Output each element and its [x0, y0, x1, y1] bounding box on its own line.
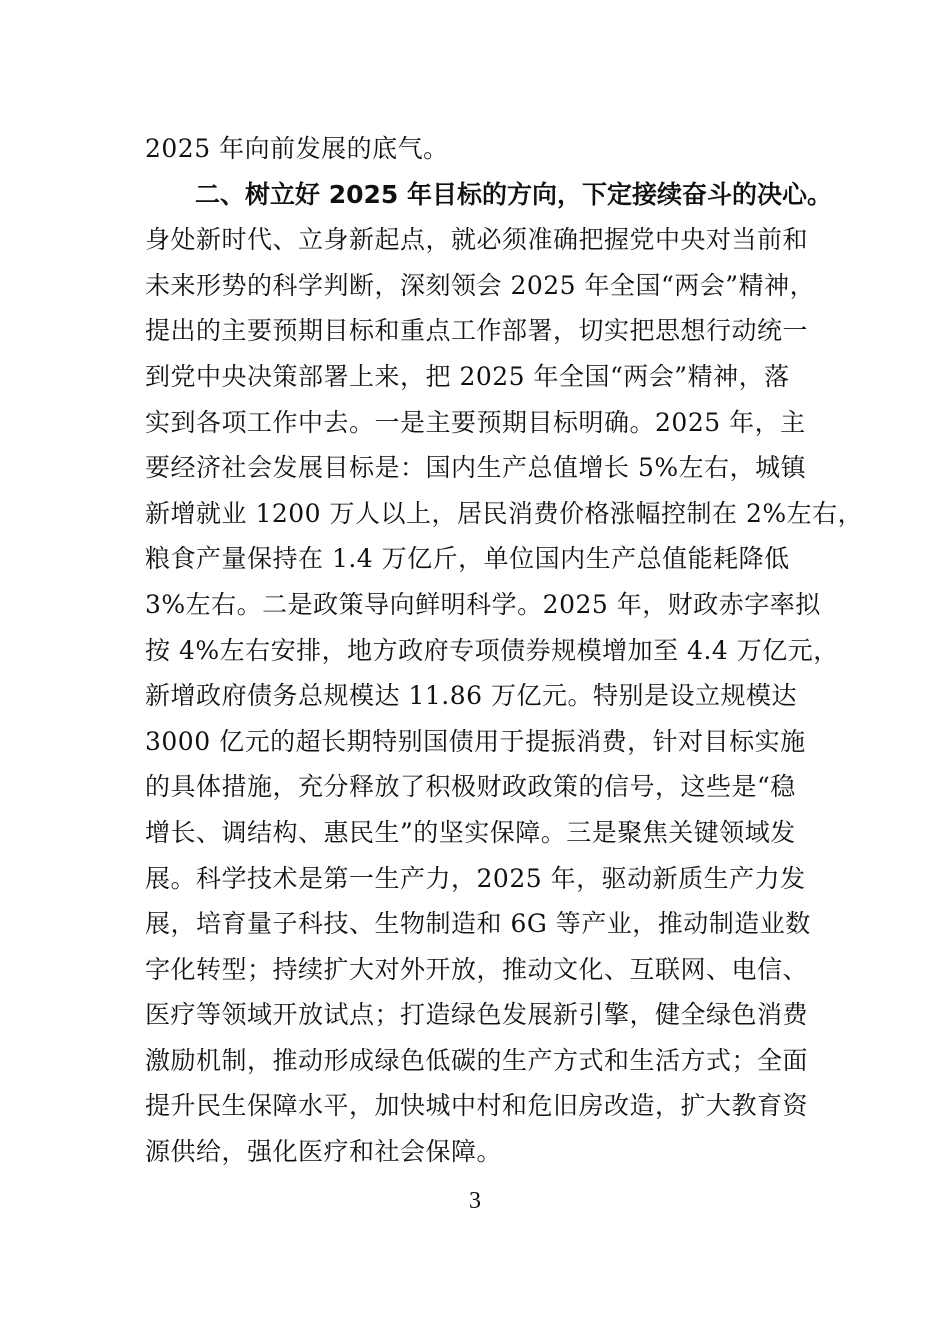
text-line: 增长、调结构、惠民生”的坚实保障。三是聚焦关键领域发 [145, 817, 796, 847]
text-line: 激励机制，推动形成绿色低碳的生产方式和生活方式；全面 [145, 1045, 809, 1075]
text-line: 身处新时代、立身新起点，就必须准确把握党中央对当前和 [145, 225, 809, 255]
text-line: 到党中央决策部署上来，把 2025 年全国“两会”精神，落 [145, 361, 790, 391]
text-line: 字化转型；持续扩大对外开放，推动文化、互联网、电信、 [145, 954, 809, 984]
section-heading: 二、树立好 2025 年目标的方向，下定接续奋斗的决心。 [195, 179, 832, 209]
text-line: 提出的主要预期目标和重点工作部署，切实把思想行动统一 [145, 316, 809, 346]
text-line: 3000 亿元的超长期特别国债用于提振消费，针对目标实施 [145, 726, 806, 756]
text-line: 源供给，强化医疗和社会保障。 [145, 1137, 503, 1167]
text-line: 未来形势的科学判断，深刻领会 2025 年全国“两会”精神， [145, 270, 816, 300]
text-line: 新增政府债务总规模达 11.86 万亿元。特别是设立规模达 [145, 681, 797, 711]
text-line: 新增就业 1200 万人以上，居民消费价格涨幅控制在 2%左右， [145, 498, 864, 528]
text-line: 粮食产量保持在 1.4 万亿斤，单位国内生产总值能耗降低 [145, 544, 790, 574]
text-line: 按 4%左右安排，地方政府专项债券规模增加至 4.4 万亿元， [145, 635, 839, 665]
text-line: 的具体措施，充分释放了积极财政政策的信号，这些是“稳 [145, 772, 796, 802]
text-line: 要经济社会发展目标是：国内生产总值增长 5%左右，城镇 [145, 453, 807, 483]
text-line: 医疗等领域开放试点；打造绿色发展新引擎，健全绿色消费 [145, 1000, 809, 1030]
body-text [145, 126, 864, 1175]
text-line: 2025 年向前发展的底气。 [145, 134, 449, 163]
text-line: 实到各项工作中去。一是主要预期目标明确。2025 年，主 [145, 407, 806, 437]
text-line: 3%左右。二是政策导向鲜明科学。2025 年，财政赤字率拟 [145, 589, 821, 619]
page-number: 3 [469, 1188, 481, 1214]
text-line: 展，培育量子科技、生物制造和 6G 等产业，推动制造业数 [145, 909, 811, 939]
text-line: 展。科学技术是第一生产力，2025 年，驱动新质生产力发 [145, 863, 806, 893]
text-line: 提升民生保障水平，加快城中村和危旧房改造，扩大教育资 [145, 1091, 809, 1121]
